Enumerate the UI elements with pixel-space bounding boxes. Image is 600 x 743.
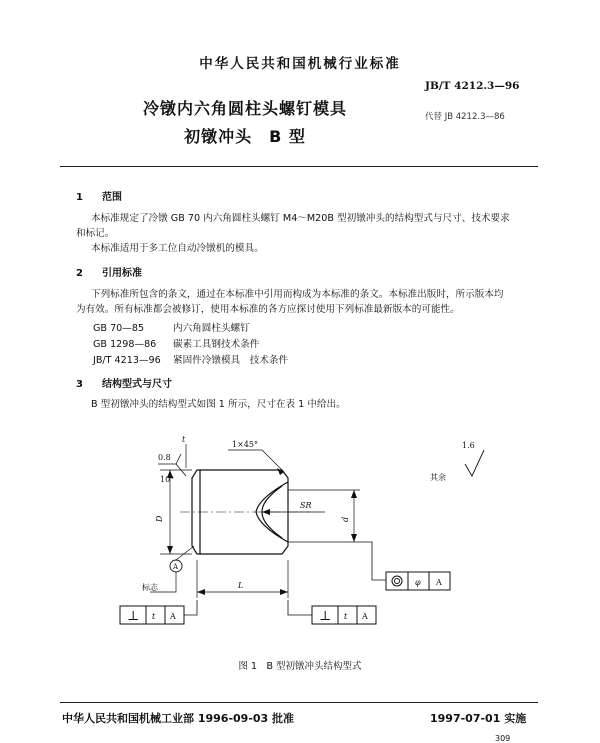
implementation-date: 1997-07-01 实施 xyxy=(430,712,527,725)
section-2-line-2: 为有效。所有标准都会被修订，使用本标准的各方应探讨使用下列标准最新版本的可能性。 xyxy=(76,304,460,315)
standard-category: 中华人民共和国机械行业标准 xyxy=(199,56,401,72)
label-frame-phi: φ xyxy=(415,578,421,587)
section-2-number: 2 xyxy=(76,268,83,279)
figure-1-caption: 图 1 B 型初镦冲头结构型式 xyxy=(238,661,362,672)
footer-divider xyxy=(60,702,538,703)
section-3-title: 结构型式与尺寸 xyxy=(102,379,172,390)
chamfer-leader xyxy=(228,450,284,472)
figure-1-drawing xyxy=(0,420,600,650)
label-frame-a-left: A xyxy=(170,612,176,621)
concentricity-symbol: ◎ xyxy=(391,585,392,586)
reference-3 xyxy=(93,352,288,366)
section-1-heading xyxy=(76,188,122,203)
page-number: 309 xyxy=(495,734,511,743)
label-chamfer: 1×45° xyxy=(232,440,258,449)
section-2-line-1: 下列标准所包含的条文，通过在本标准中引用而构成为本标准的条文。本标准出版时，所示版本均 xyxy=(91,289,504,300)
section-1-number: 1 xyxy=(76,192,83,203)
section-1-line-3: 本标准适用于多工位自动冷镦机的模具。 xyxy=(91,243,264,254)
perpendicularity-symbol-right: ⊥ xyxy=(319,609,332,624)
label-dim-L: L xyxy=(238,581,244,590)
section-1-line-1: 本标准规定了冷镦 GB 70 内六角圆柱头螺钉 M4～M20B 型初镦冲头的结构型式与尺寸、技术要求 xyxy=(91,213,510,224)
label-datum-a: A xyxy=(173,563,179,571)
section-2-title: 引用标准 xyxy=(102,268,142,279)
approval-info: 中华人民共和国机械工业部 1996-09-03 批准 xyxy=(62,712,295,725)
label-dim-d: d xyxy=(341,516,350,522)
reference-1-code: GB 70—85 xyxy=(93,323,145,334)
document-title-line1: 冷镦内六角圆柱头螺钉模具 xyxy=(142,99,347,118)
concentricity-leader xyxy=(360,542,386,580)
section-2-heading xyxy=(76,264,142,279)
label-frame-t-right: t xyxy=(344,612,348,621)
label-frame-a-right: A xyxy=(436,578,442,587)
section-3-heading xyxy=(76,375,172,390)
label-dim-D: D xyxy=(155,515,164,522)
perpendicularity-symbol-left: ⊥ xyxy=(127,609,140,624)
label-frame-a-right2: A xyxy=(362,612,368,621)
label-mark: 标志 xyxy=(142,583,158,592)
label-sr: SR xyxy=(300,501,312,510)
label-others-roughness: 1.6 xyxy=(462,441,475,450)
section-3-number: 3 xyxy=(76,379,83,390)
label-others: 其余 xyxy=(430,473,446,482)
standard-number: JB/T 4212.3—96 xyxy=(425,80,520,92)
reference-3-code: JB/T 4213—96 xyxy=(93,355,161,366)
reference-2-name: 碳素工具钢技术条件 xyxy=(173,339,260,350)
header-divider xyxy=(60,166,538,167)
section-1-title: 范围 xyxy=(102,192,122,203)
roughness-symbol-others xyxy=(465,450,484,476)
reference-1 xyxy=(93,320,250,334)
label-frame-t-left: t xyxy=(152,612,156,621)
label-t-top: t xyxy=(182,435,186,444)
label-angle: 10° xyxy=(160,475,175,484)
reference-2-code: GB 1298—86 xyxy=(93,339,157,350)
section-3-line-1: B 型初镦冲头的结构型式如图 1 所示，尺寸在表 1 中给出。 xyxy=(91,399,346,410)
section-1-line-2: 和标记。 xyxy=(76,228,115,239)
reference-1-name: 内六角圆柱头螺钉 xyxy=(173,323,250,334)
reference-3-name: 紧固件冷镦模具 技术条件 xyxy=(173,355,289,366)
replaces-note: 代替 JB 4212.3—86 xyxy=(425,112,505,122)
document-title-line2: 初镦冲头 B 型 xyxy=(184,127,306,146)
reference-2 xyxy=(93,336,259,350)
label-roughness-left: 0.8 xyxy=(158,453,171,462)
